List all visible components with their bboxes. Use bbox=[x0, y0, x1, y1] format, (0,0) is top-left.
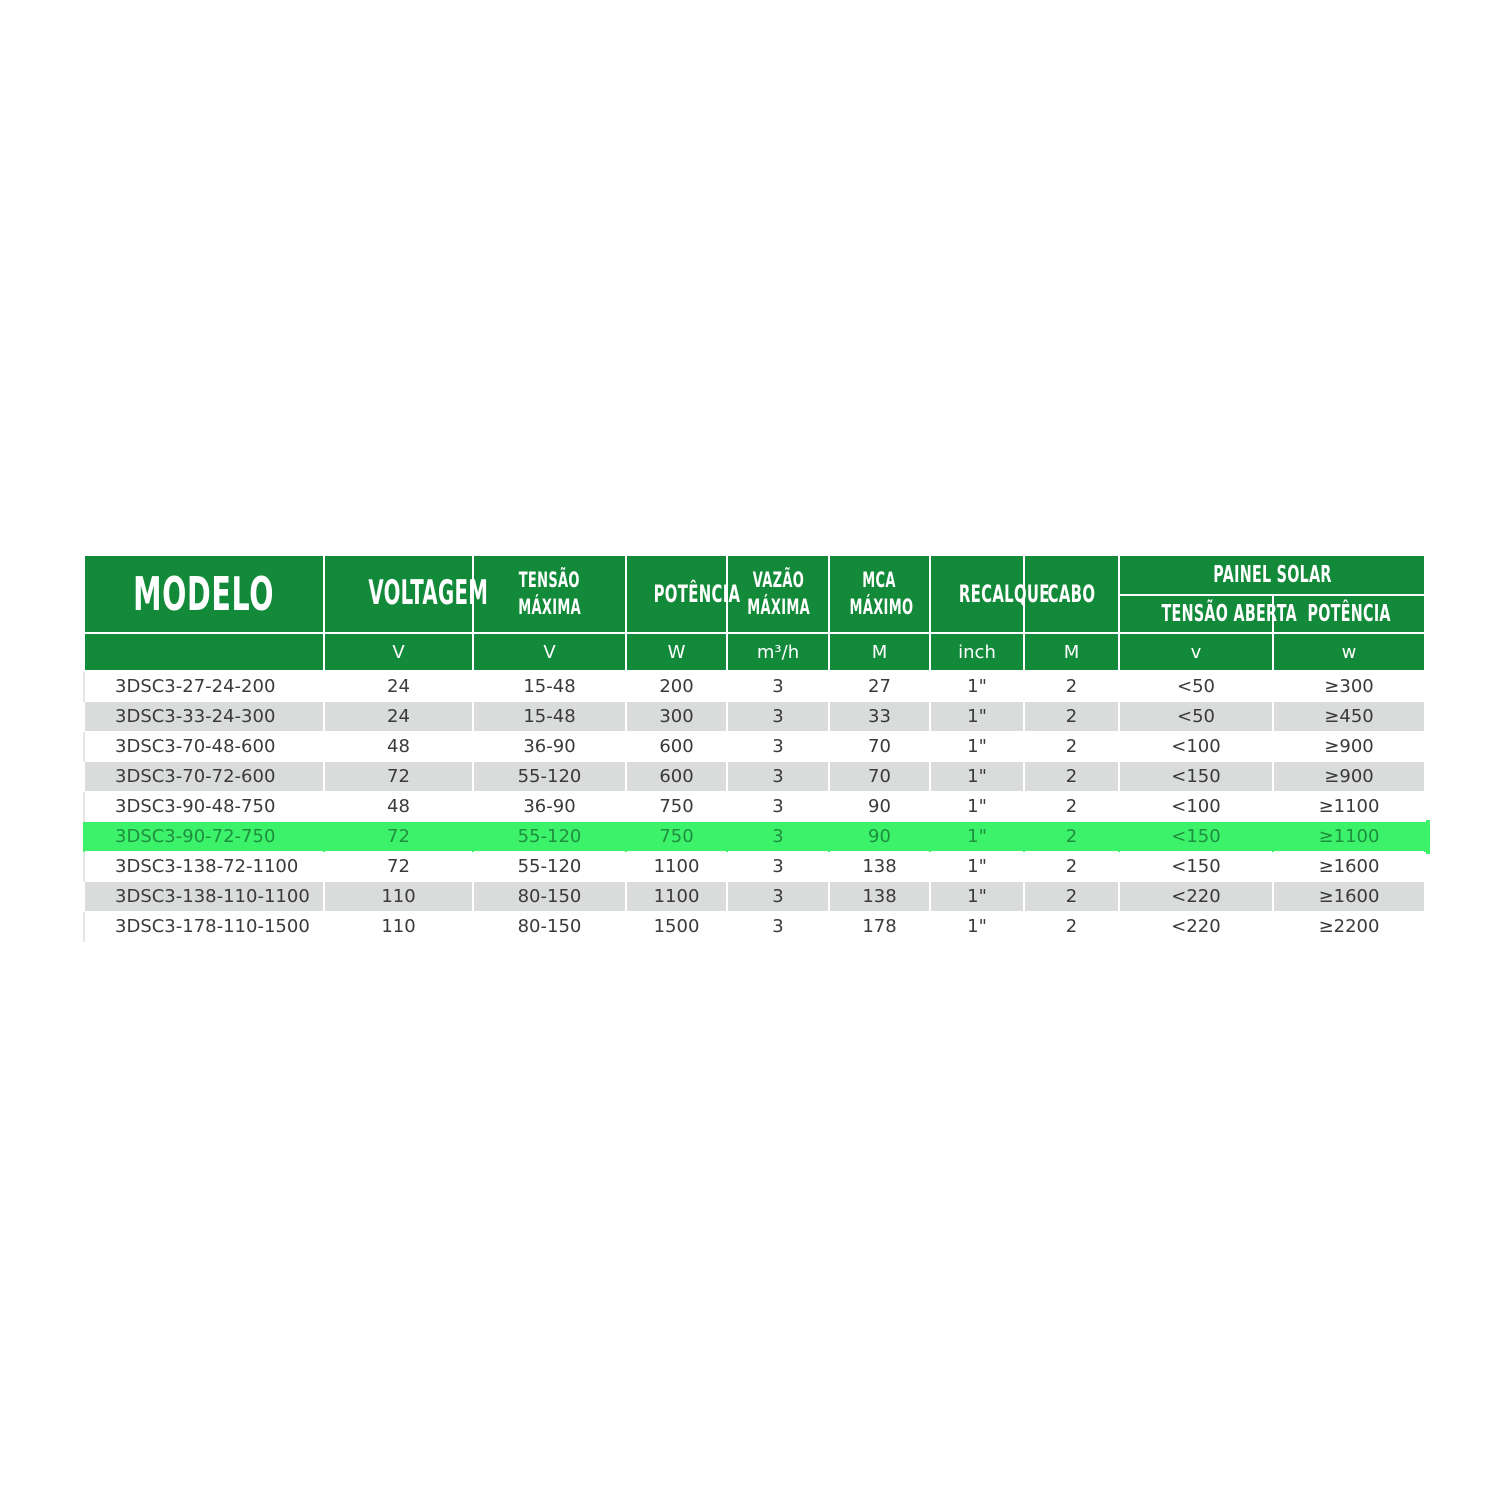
cell-modelo: 3DSC3-138-110-1100 bbox=[84, 882, 324, 912]
unit-voltagem: V bbox=[324, 633, 473, 671]
cell-vazao: 3 bbox=[727, 852, 829, 882]
cell-potencia: 300 bbox=[626, 702, 727, 732]
cell-tensao-aberta: <150 bbox=[1119, 762, 1273, 792]
cell-modelo: 3DSC3-90-48-750 bbox=[84, 792, 324, 822]
cell-mca: 90 bbox=[829, 792, 930, 822]
cell-modelo: 3DSC3-90-72-750 bbox=[84, 822, 324, 852]
cell-cabo: 2 bbox=[1024, 702, 1119, 732]
cell-voltagem: 24 bbox=[324, 671, 473, 702]
cell-voltagem: 110 bbox=[324, 882, 473, 912]
cell-voltagem: 72 bbox=[324, 822, 473, 852]
header-mca-maximo: MCA MÁXIMO bbox=[829, 555, 930, 633]
unit-vazao: m³/h bbox=[727, 633, 829, 671]
cell-tensao-aberta: <50 bbox=[1119, 702, 1273, 732]
cell-modelo: 3DSC3-178-110-1500 bbox=[84, 912, 324, 942]
cell-recalque: 1" bbox=[930, 671, 1024, 702]
cell-tensao-maxima: 55-120 bbox=[473, 762, 626, 792]
cell-tensao-aberta: <150 bbox=[1119, 822, 1273, 852]
cell-voltagem: 48 bbox=[324, 732, 473, 762]
unit-potencia: W bbox=[626, 633, 727, 671]
header-potencia: POTÊNCIA bbox=[626, 555, 727, 633]
table-row bbox=[84, 732, 1425, 762]
cell-recalque: 1" bbox=[930, 912, 1024, 942]
cell-potencia-painel: ≥1100 bbox=[1273, 792, 1425, 822]
cell-modelo: 3DSC3-33-24-300 bbox=[84, 702, 324, 732]
cell-cabo: 2 bbox=[1024, 852, 1119, 882]
cell-vazao: 3 bbox=[727, 882, 829, 912]
cell-vazao: 3 bbox=[727, 792, 829, 822]
cell-tensao-maxima: 80-150 bbox=[473, 912, 626, 942]
cell-mca: 138 bbox=[829, 852, 930, 882]
cell-potencia: 600 bbox=[626, 732, 727, 762]
cell-potencia: 600 bbox=[626, 762, 727, 792]
unit-cabo: M bbox=[1024, 633, 1119, 671]
cell-potencia-painel: ≥300 bbox=[1273, 671, 1425, 702]
cell-tensao-maxima: 15-48 bbox=[473, 702, 626, 732]
cell-tensao-maxima: 36-90 bbox=[473, 792, 626, 822]
table-row-highlighted bbox=[84, 822, 1425, 852]
cell-recalque: 1" bbox=[930, 792, 1024, 822]
cell-tensao-aberta: <50 bbox=[1119, 671, 1273, 702]
cell-voltagem: 72 bbox=[324, 762, 473, 792]
table-row bbox=[84, 792, 1425, 822]
cell-potencia: 750 bbox=[626, 792, 727, 822]
cell-cabo: 2 bbox=[1024, 671, 1119, 702]
cell-vazao: 3 bbox=[727, 671, 829, 702]
header-voltagem: VOLTAGEM bbox=[324, 555, 473, 633]
cell-recalque: 1" bbox=[930, 882, 1024, 912]
cell-potencia: 1500 bbox=[626, 912, 727, 942]
unit-tensao-maxima: V bbox=[473, 633, 626, 671]
header-cabo: CABO bbox=[1024, 555, 1119, 633]
cell-cabo: 2 bbox=[1024, 822, 1119, 852]
cell-potencia: 1100 bbox=[626, 882, 727, 912]
unit-tensao-aberta: v bbox=[1119, 633, 1273, 671]
header-tensao-aberta: TENSÃO ABERTA bbox=[1119, 595, 1273, 633]
header-potencia-painel: POTÊNCIA bbox=[1273, 595, 1425, 633]
header-recalque: RECALQUE bbox=[930, 555, 1024, 633]
cell-potencia-painel: ≥450 bbox=[1273, 702, 1425, 732]
cell-mca: 27 bbox=[829, 671, 930, 702]
cell-cabo: 2 bbox=[1024, 792, 1119, 822]
cell-mca: 70 bbox=[829, 762, 930, 792]
cell-cabo: 2 bbox=[1024, 912, 1119, 942]
cell-potencia-painel: ≥2200 bbox=[1273, 912, 1425, 942]
cell-mca: 178 bbox=[829, 912, 930, 942]
table-row bbox=[84, 671, 1425, 702]
unit-potencia-painel: w bbox=[1273, 633, 1425, 671]
cell-tensao-maxima: 15-48 bbox=[473, 671, 626, 702]
cell-modelo: 3DSC3-70-72-600 bbox=[84, 762, 324, 792]
table-row bbox=[84, 882, 1425, 912]
cell-potencia-painel: ≥900 bbox=[1273, 762, 1425, 792]
header-painel-solar: PAINEL SOLAR bbox=[1119, 555, 1425, 595]
cell-tensao-aberta: <220 bbox=[1119, 912, 1273, 942]
cell-tensao-maxima: 80-150 bbox=[473, 882, 626, 912]
cell-potencia-painel: ≥900 bbox=[1273, 732, 1425, 762]
cell-tensao-maxima: 55-120 bbox=[473, 822, 626, 852]
table-row bbox=[84, 762, 1425, 792]
cell-cabo: 2 bbox=[1024, 882, 1119, 912]
table-row bbox=[84, 852, 1425, 882]
cell-vazao: 3 bbox=[727, 702, 829, 732]
cell-mca: 90 bbox=[829, 822, 930, 852]
cell-recalque: 1" bbox=[930, 762, 1024, 792]
cell-vazao: 3 bbox=[727, 762, 829, 792]
cell-recalque: 1" bbox=[930, 732, 1024, 762]
cell-modelo: 3DSC3-27-24-200 bbox=[84, 671, 324, 702]
cell-voltagem: 72 bbox=[324, 852, 473, 882]
cell-vazao: 3 bbox=[727, 822, 829, 852]
units-modelo-blank bbox=[84, 633, 324, 671]
cell-tensao-maxima: 55-120 bbox=[473, 852, 626, 882]
cell-recalque: 1" bbox=[930, 702, 1024, 732]
table-row bbox=[84, 912, 1425, 942]
cell-cabo: 2 bbox=[1024, 762, 1119, 792]
cell-potencia-painel: ≥1600 bbox=[1273, 852, 1425, 882]
cell-voltagem: 24 bbox=[324, 702, 473, 732]
cell-mca: 33 bbox=[829, 702, 930, 732]
cell-recalque: 1" bbox=[930, 822, 1024, 852]
cell-potencia-painel: ≥1100 bbox=[1273, 822, 1425, 852]
cell-potencia-painel: ≥1600 bbox=[1273, 882, 1425, 912]
cell-recalque: 1" bbox=[930, 852, 1024, 882]
header-tensao-maxima: TENSÃO MÁXIMA bbox=[473, 555, 626, 633]
cell-tensao-aberta: <150 bbox=[1119, 852, 1273, 882]
table-row bbox=[84, 702, 1425, 732]
cell-tensao-aberta: <220 bbox=[1119, 882, 1273, 912]
cell-mca: 138 bbox=[829, 882, 930, 912]
cell-potencia: 1100 bbox=[626, 852, 727, 882]
cell-voltagem: 48 bbox=[324, 792, 473, 822]
cell-vazao: 3 bbox=[727, 732, 829, 762]
cell-mca: 70 bbox=[829, 732, 930, 762]
cell-modelo: 3DSC3-70-48-600 bbox=[84, 732, 324, 762]
cell-potencia: 750 bbox=[626, 822, 727, 852]
cell-modelo: 3DSC3-138-72-1100 bbox=[84, 852, 324, 882]
cell-voltagem: 110 bbox=[324, 912, 473, 942]
header-vazao-maxima: VAZÃO MÁXIMA bbox=[727, 555, 829, 633]
cell-cabo: 2 bbox=[1024, 732, 1119, 762]
cell-tensao-maxima: 36-90 bbox=[473, 732, 626, 762]
unit-mca: M bbox=[829, 633, 930, 671]
pump-spec-table bbox=[83, 554, 1426, 942]
cell-tensao-aberta: <100 bbox=[1119, 732, 1273, 762]
cell-vazao: 3 bbox=[727, 912, 829, 942]
cell-potencia: 200 bbox=[626, 671, 727, 702]
cell-tensao-aberta: <100 bbox=[1119, 792, 1273, 822]
header-modelo: MODELO bbox=[84, 555, 324, 633]
unit-recalque: inch bbox=[930, 633, 1024, 671]
